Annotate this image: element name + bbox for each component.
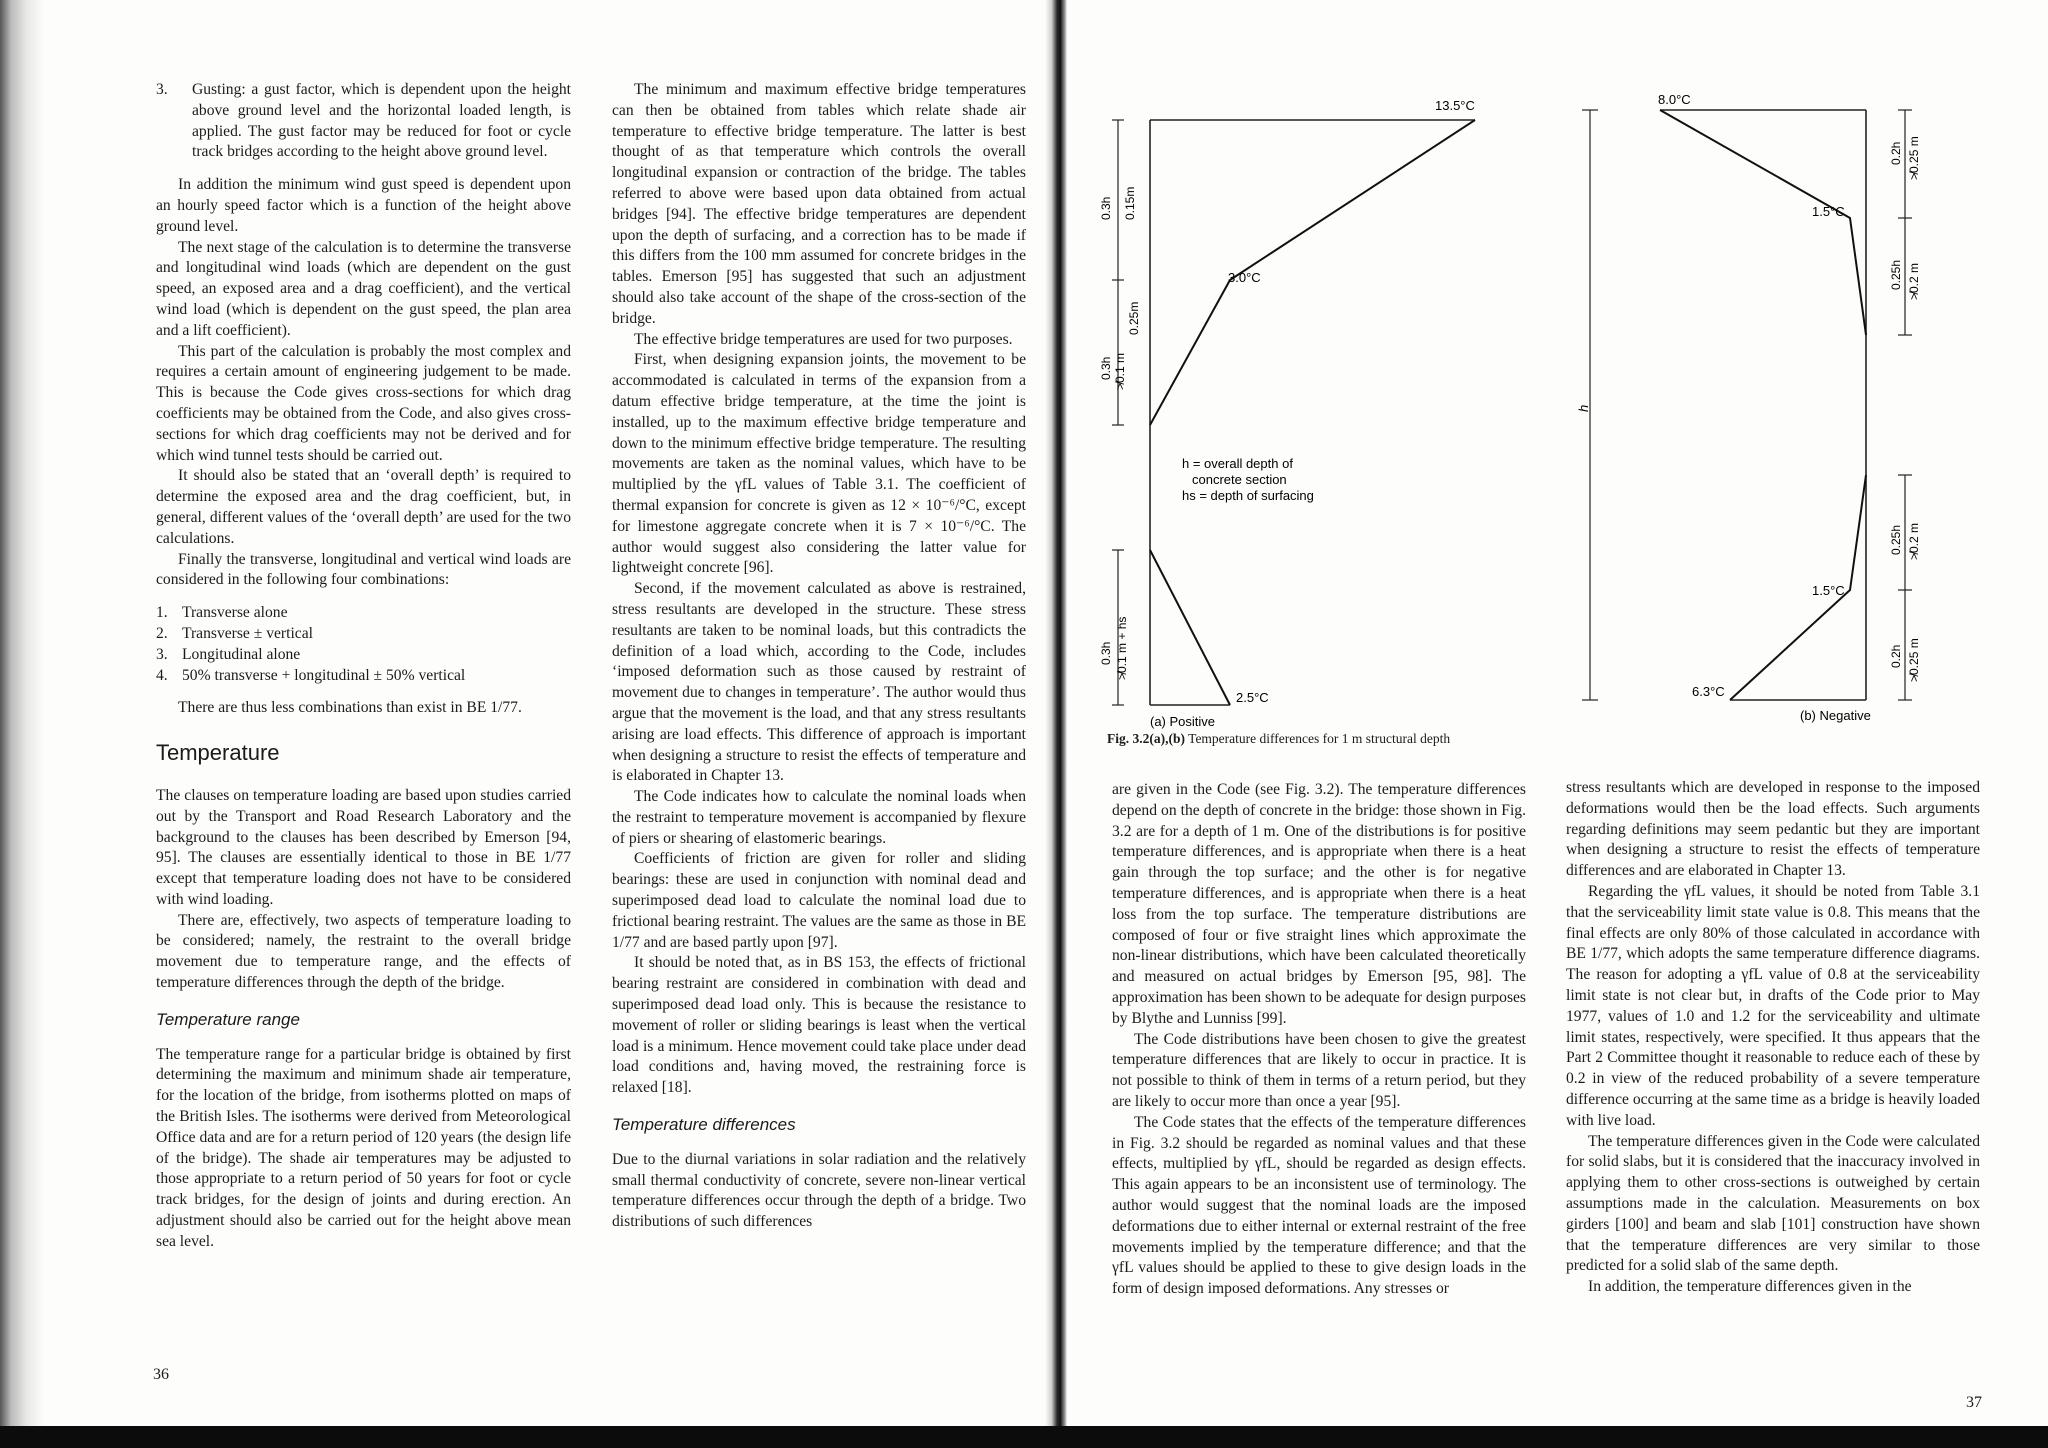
list-text: 50% transverse + longitudinal ± 50% vertical [182,666,466,684]
dimension-label: 0.15m [1123,186,1137,220]
section-heading-temperature: Temperature [156,740,280,766]
page-gutter-shadow-left [0,0,44,1448]
paragraph: Regarding the γfL values, it should be noted from Table 3.1 that the serviceability limit state value is 0.8. This means that the final effects are only 80% of those calculated in accordance with BE 1/77, which adopts the same temperature difference diagrams. The reason for adopting a γfL value of 0.8 at the serviceability limit state is not clear but, in drafts of the Code prior to May 1977, values of 1.0 and 1.2 for the serviceability and ultimate limit states, respectively, were specified. It thus appears that the Part 2 Committee thought it reasonable to reduce each of these by 0.2 in view of the reduced probability of a severe temperature difference occurring at the same time as a bridge is heavily loaded with live load. [1566,882,1980,1129]
paragraph: It should also be stated that an ‘overall depth’ is required to determine the exposed area and the drag coefficient, but, in general, different values of the ‘overall depth’ are used for the two calculations. [156,467,571,547]
figure-caption-label: Fig. 3.2(a),(b) [1107,731,1185,746]
depth-label: h [1576,404,1591,412]
temp-label: 6.3°C [1692,684,1725,699]
dimension-label: 0.25m [1127,301,1141,335]
list-text: Gusting: a gust factor, which is dependent upon the height above ground level and the horizontal loaded length, is applied. The gust factor may be reduced for foot or cycle track bridges according to the height above ground level. [192,81,571,161]
dimension-label: 0.3h [1099,356,1113,380]
legend-line: h = overall depth of [1182,456,1293,471]
dimension-label: ≯0.1 m + hs [1115,616,1129,680]
list-number: 3. [156,81,168,98]
list-item [156,645,571,666]
legend-line: hs = depth of surfacing [1182,488,1314,503]
paragraph: are given in the Code (see Fig. 3.2). The temperature differences depend on the depth of concrete in the bridge: those shown in Fig. 3.2 are for a depth of 1 m. One of the distributions is for positive temperature differences, and is appropriate when there is a heat gain through the top surface; and the other is for negative temperature differences, and is appropriate when there is a heat loss from the top surface. The temperature distributions are composed of four or five straight lines which approximate the non-linear distributions, which have been calculated theoretically and measured on actual bridges by Emerson [95, 98]. The approximation has been shown to be adequate for design purposes by Blythe and Lunniss [99]. [1112,781,1526,1027]
paragraph: This part of the calculation is probably the most complex and requires a certain amount of engineering judgement to be made. This is because the Code gives cross-sections for which drag coefficients may be obtained from the Code, and also gives cross-sections for which drag coefficients may not be derived and for which wind tunnel tests should be carried out. [156,342,571,464]
scan-bottom-edge [0,1426,2048,1448]
list-text: Transverse alone [182,604,288,622]
left-page-column-1 [156,80,571,1253]
gust-list [156,80,571,163]
list-number: 2. [156,624,168,642]
dimension-label: 0.25h [1889,524,1903,555]
paragraph: Second, if the movement calculated as above is restrained, stress resultants are developed in the structure. These stress resultants are taken to be nominal loads, but this contradicts the definition of a load which, according to the Code, includes ‘imposed deformation such as those caused by restraint of movement due to changes in temperature’. The author would thus argue that the movement is the load, and that any stress resultants arising are load effects. This difference of approach is important when designing a structure to resist the effects of temperature and is elaborated in Chapter 13. [612,580,1026,785]
page-number-left: 36 [153,1366,169,1383]
figure-caption-text: Temperature differences for 1 m structural depth [1188,731,1451,746]
figure-part-label: (a) Positive [1150,714,1216,729]
book-spine [1045,0,1067,1448]
dimension-label: ≯0.25 m [1907,638,1921,682]
paragraph: In addition, the temperature differences given in the [1588,1278,1912,1296]
legend-line: concrete section [1192,472,1287,487]
paragraph: The Code distributions have been chosen to give the greatest temperature differences that are likely to occur in practice. It is not possible to think of them in terms of a return period, but they are likely to occur more than once a year [95]. [1112,1030,1526,1110]
list-text: Longitudinal alone [182,645,301,663]
list-item [156,624,571,645]
list-number: 1. [156,604,168,622]
figure-3-2b-negative [1560,90,1940,740]
paragraph: The minimum and maximum effective bridge temperatures can then be obtained from tables which relate shade air temperature to effective bridge temperature. The latter is best thought of as that temperature which controls the overall longitudinal expansion or contraction of the bridge. The tables referred to above were based upon data obtained from actual bridges [94]. The effective bridge temperatures are dependent upon the depth of surfacing, and a correction has to be made if this differs from the 100 mm assumed for concrete bridges in the tables. Emerson [95] has suggested that such an adjustment should also take account of the shape of the cross-section of the bridge. [612,81,1026,327]
paragraph: The Code states that the effects of the temperature differences in Fig. 3.2 should be regarded as nominal values and that these effects, multiplied by γfL, should be regarded as design effects. This again appears to be an inconsistent use of terminology. The author would suggest that the nominal loads are the imposed deformations due to either internal or external restraint of the free movements implied by the temperature difference; and that the γfL values should be applied to these to give design loads in the form of design imposed deformations. Any stresses or [1112,1113,1526,1298]
temp-label: 2.5°C [1236,690,1269,705]
subsection-heading-temperature-range: Temperature range [156,1009,300,1029]
paragraph: There are, effectively, two aspects of temperature loading to be considered; namely, the restraint to the overall bridge movement due to temperature range, and the effects of temperature differences through the depth of the bridge. [156,911,571,992]
paragraph: The Code indicates how to calculate the nominal loads when the restraint to temperature movement is accompanied by flexure of piers or shearing of elastomeric bearings. [612,788,1026,847]
paragraph: In addition the minimum wind gust speed is dependent upon an hourly speed factor which is a function of the height above ground level. [156,176,571,235]
list-number: 3. [156,645,168,663]
dimension-label: 0.3h [1099,641,1113,665]
dimension-label: ≯0.1 m [1113,352,1127,390]
paragraph: The temperature range for a particular bridge is obtained by first determining the maximum and minimum shade air temperature, for the location of the bridge, from isotherms plotted on maps of the British Isles. The isotherms were derived from Meteorological Office data and are for a return period of 120 years (the design life of the bridge). The shade air temperatures may be adjusted to those appropriate to a return period of 50 years for foot or cycle track bridges, for the design of joints and during erection. An adjustment should also be carried out for the height above mean sea level. [156,1045,571,1250]
figure-caption [1107,731,1450,747]
temp-label: 13.5°C [1435,98,1475,113]
temp-label: 8.0°C [1658,92,1691,107]
paragraph: The temperature differences given in the Code were calculated for solid slabs, but it is considered that the inaccuracy involved in applying them to other cross-sections is outweighed by certain assumptions made in the calculation. Measurements on box girders [100] and beam and slab [101] construction have shown that the temperature differences are very similar to those predicted for a solid slab of the same depth. [1566,1132,1980,1275]
temp-label: 1.5°C [1812,583,1845,598]
dimension-label: 0.3h [1099,196,1113,220]
temp-label: 1.5°C [1812,204,1845,219]
subsection-heading-temperature-differences: Temperature differences [612,1115,796,1135]
dimension-label: ≯0.2 m [1907,522,1921,560]
dimension-label: 0.2h [1889,644,1903,668]
figure-3-2a-positive [1090,90,1540,740]
right-page-column-1 [1112,780,1526,1300]
figure-part-label: (b) Negative [1800,708,1871,723]
paragraph: The effective bridge temperatures are used for two purposes. [634,330,1013,348]
paragraph: Coefficients of friction are given for roller and sliding bearings: these are used in conjunction with nominal dead and superimposed dead load to calculate the nominal load due to frictional bearing restraint. The values are the same as those in BE 1/77 and are based partly upon [97]. [612,850,1026,951]
dimension-label: 0.25h [1889,259,1903,290]
paragraph: Finally the transverse, longitudinal and vertical wind loads are considered in the following four combinations: [156,550,571,589]
list-text: Transverse ± vertical [182,624,313,642]
combination-list [156,603,571,686]
left-page-column-2 [612,80,1026,1233]
paragraph: The clauses on temperature loading are based upon studies carried out by the Transport and Road Research Laboratory and the background to the clauses has been described by Emerson [94, 95]. The clauses are essentially identical to those in BE 1/77 except that temperature loading does not have to be considered with wind loading. [156,786,571,908]
list-item [156,666,571,687]
right-page-column-2 [1566,778,1980,1298]
temp-label: 3.0°C [1228,270,1261,285]
paragraph: It should be noted that, as in BS 153, the effects of frictional bearing restraint are considered in combination with dead and superimposed dead load only. This is because the resistance to movement of roller or sliding bearings is least when the vertical load is a minimum. Hence movement could take place under dead load conditions and, having moved, the restraining force is relaxed [18]. [612,954,1026,1097]
paragraph: stress resultants which are developed in response to the imposed deformations would then be the load effects. Such arguments regarding definitions may seem pedantic but they are important when designing a structure to resist the effects of temperature differences and are elaborated in Chapter 13. [1566,779,1980,880]
paragraph: First, when designing expansion joints, the movement to be accommodated is calculated in terms of the expansion from a datum effective bridge temperature, at the time the joint is installed, up to the maximum effective bridge temperature and down to the minimum effective bridge temperature. The resulting movements are taken as the nominal values, which have to be multiplied by the γfL values of Table 3.1. The coefficient of thermal expansion for concrete is given as 12 × 10⁻⁶/°C, except for limestone aggregate concrete when it is 7 × 10⁻⁶/°C. The author would suggest also considering the latter value for lightweight concrete [96]. [612,351,1026,577]
page-number-right: 37 [1966,1394,1982,1411]
list-item [156,603,571,624]
list-number: 4. [156,666,168,684]
dimension-label: ≯0.25 m [1907,136,1921,180]
paragraph: Due to the diurnal variations in solar radiation and the relatively small thermal conductivity of concrete, severe non-linear vertical temperature differences occur through the depth of a bridge. Two distributions of such differences [612,1150,1026,1231]
dimension-label: 0.2h [1889,141,1903,165]
paragraph: There are thus less combinations than exist in BE 1/77. [178,699,522,717]
dimension-label: ≯0.2 m [1907,262,1921,300]
list-item [156,80,571,163]
paragraph: The next stage of the calculation is to determine the transverse and longitudinal wind loads (which are dependent on the gust speed, an exposed area and a drag coefficient), and the vertical wind load (which is dependent on the gust speed, the plan area and a lift coefficient). [156,238,571,339]
